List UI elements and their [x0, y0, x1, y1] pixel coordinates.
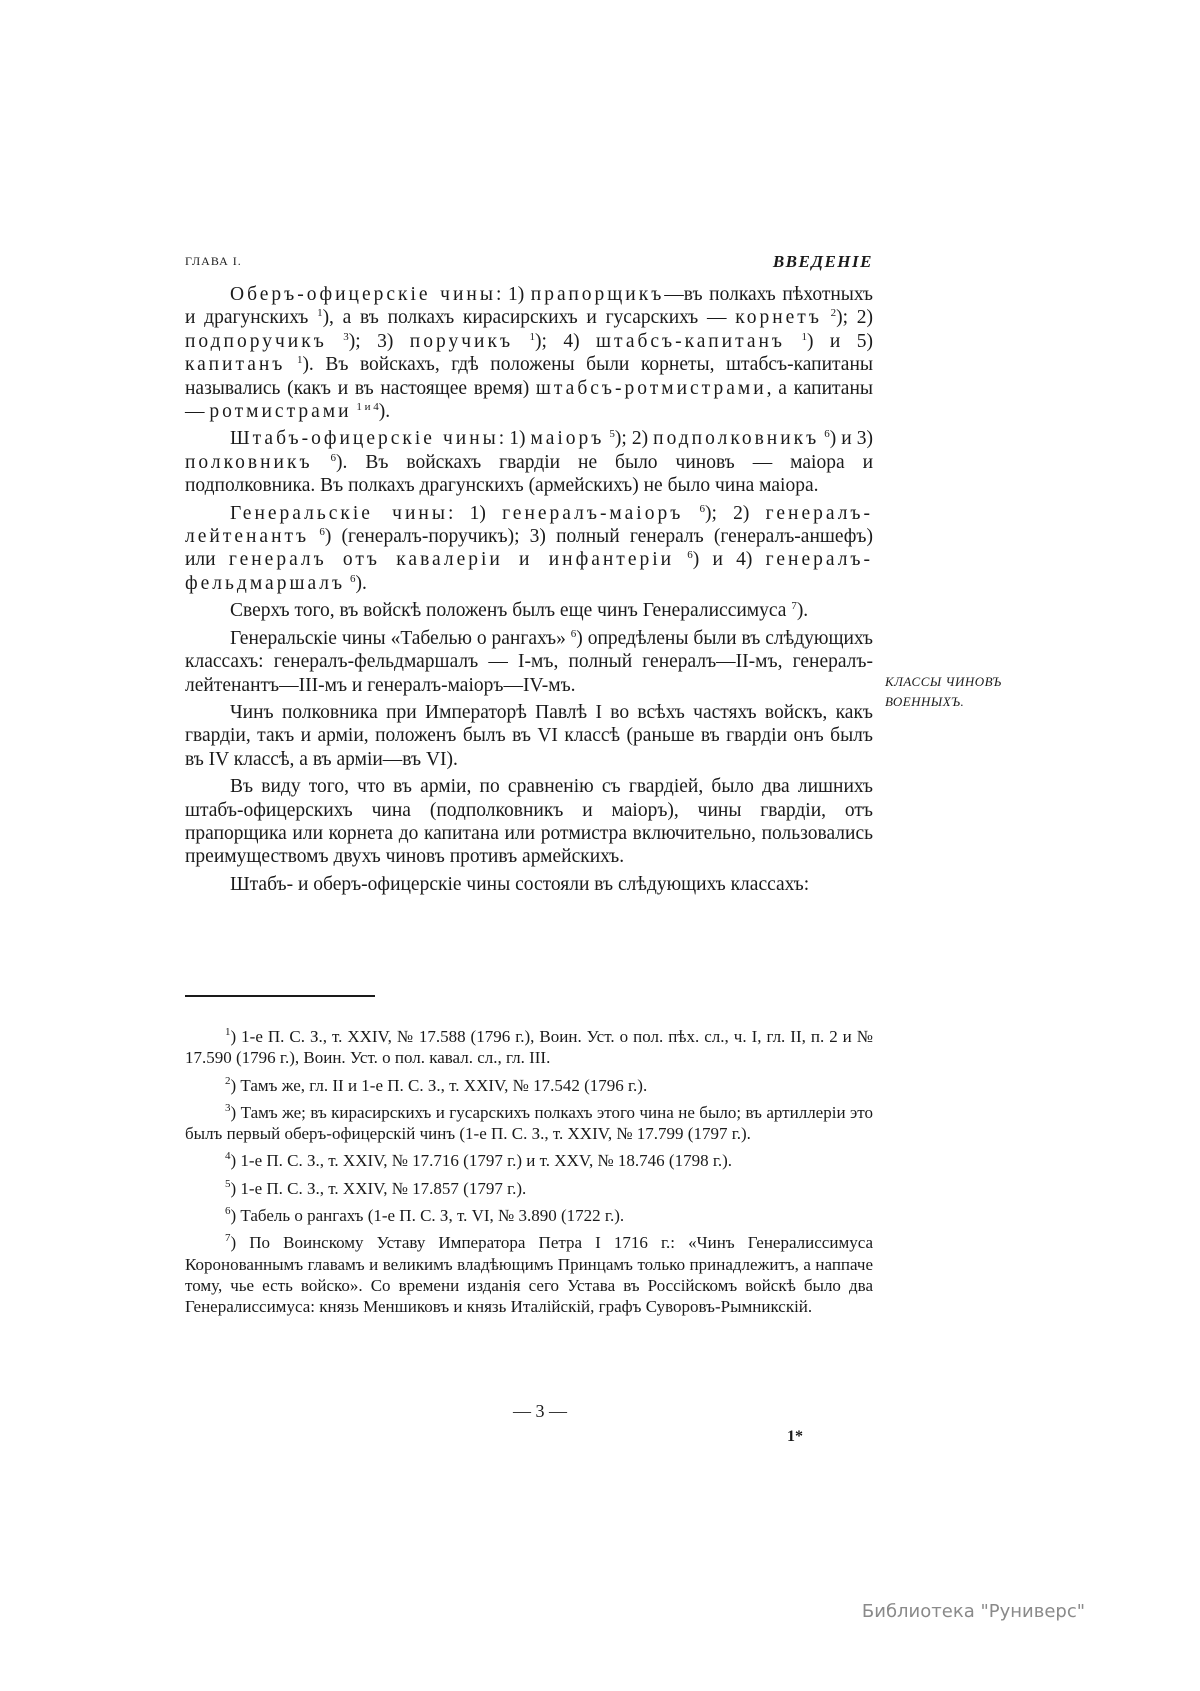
signature-mark: 1*: [787, 1428, 803, 1445]
footnote: $^5$) 1-е П. С. З., т. XXIV, № 17.857 (1797 г.).: [225, 1177, 527, 1198]
footnote: $^2$) Тамъ же, гл. II и 1-е П. С. З., т. XXIV, № 17.542 (1796 г.).: [225, 1074, 648, 1095]
paragraph-staff-officers: Штабъ-офицерскіе чины: 1) маіоръ $^5$); 2) подполковникъ $^6$) и 3) полковникъ $^6$). Въ войскахъ гвардіи не было чиновъ — маіора и подполковника. Въ полкахъ драгунскихъ (армейскихъ) не было чина маіора.: [185, 428, 873, 497]
footnote: $^7$) По Воинскому Уставу Императора Петра I 1716 г.: «Чинъ Генералиссимуса Коронованнымъ главамъ и великимъ владѣющимъ Принцамъ только принадлежитъ, а наппаче тому, чье есть войско». Со времени изданія сего Устава въ Россійскомъ войскѣ было два Генералиссимуса: князь Меншиковъ и князь Италійскій, графъ Суворовъ-Рымникскій.: [185, 1232, 873, 1317]
chapter-label: ГЛАВА I.: [185, 254, 242, 268]
footnote: $^1$) 1-е П. С. З., т. XXIV, № 17.588 (1796 г.), Воин. Уст. о пол. пѣх. сл., ч. I, гл. II, п. 2 и № 17.590 (1796 г.), Воин. Уст. о пол. кавал. сл., гл. III.: [185, 1026, 873, 1068]
footnotes: [185, 1026, 873, 1324]
page-number: — 3 —: [513, 1401, 567, 1421]
paragraph-classes: Штабъ- и оберъ-офицерскіе чины состояли въ слѣдующихъ классахъ:: [230, 873, 810, 895]
footnote: $^3$) Тамъ же; въ кирасирскихъ и гусарскихъ полкахъ этого чина не было; въ артиллеріи это былъ первый оберъ-офицерскій чинъ (1-е П. С. З., т. XXIV, № 17.799 (1797 г.).: [185, 1101, 873, 1144]
library-watermark: Библиотека "Руниверс": [861, 1601, 1085, 1622]
paragraph-table-of-ranks: Генеральскіе чины «Табелью о рангахъ» $^6$) опредѣлены были въ слѣдующихъ классахъ: генералъ-фельдмаршалъ — I-мъ, полный генералъ—II-мъ, генералъ-лейтенантъ—III-мъ и генералъ-маіоръ—IV-мъ.: [185, 627, 873, 696]
paragraph-colonel: Чинъ полковника при Императорѣ Павлѣ I во всѣхъ частяхъ войскъ, какъ гвардіи, такъ и арміи, положенъ былъ въ VI классѣ (раньше въ гвардіи онъ былъ въ IV классѣ, а въ арміи—въ VI).: [185, 701, 873, 770]
paragraph-ober-officers: Оберъ-офицерскіе чины: 1) прапорщикъ—въ полкахъ пѣхотныхъ и драгунскихъ $^1$), а въ полкахъ кирасирскихъ и гусарскихъ — корнетъ $^2$); 2) подпоручикъ $^3$); 3) поручикъ $^1$); 4) штабсъ-капитанъ $^1$) и 5) капитанъ $^1$). Въ войскахъ, гдѣ положены были корнеты, штабсъ-капитаны назывались (какъ и въ настоящее время) штабсъ-ротмистрами, а капитаны — ротмистрами $^{1 и 4}$).: [185, 284, 874, 423]
margin-note: КЛАССЫ ЧИНОВЪ ВОЕННЫХЪ.: [885, 674, 1002, 709]
main-text: [185, 283, 873, 900]
paragraph-guard-privilege: Въ виду того, что въ арміи, по сравненію съ гвардіей, было два лишнихъ штабъ-офицерскихъ чина (подполковникъ и маіоръ), чины гвардіи, отъ прапорщика или корнета до капитана или ротмистра включительно, пользовались преимуществомъ двухъ чиновъ противъ армейскихъ.: [185, 776, 873, 868]
footnote-rule: [185, 995, 375, 997]
paragraph-general-ranks: Генеральскіе чины: 1) генералъ-маіоръ $^6$); 2) генералъ-лейтенантъ $^6$) (генералъ-поручикъ); 3) полный генералъ (генералъ-аншефъ) или генералъ отъ кавалеріи и инфантеріи $^6$) и 4) генералъ-фельдмаршалъ $^6$).: [185, 502, 874, 594]
footnote: $^6$) Табель о рангахъ (1-е П. С. З, т. VI, № 3.890 (1722 г.).: [225, 1205, 625, 1226]
section-title: ВВЕДЕНІЕ: [772, 252, 873, 271]
footnote: $^4$) 1-е П. С. З., т. XXIV, № 17.716 (1797 г.) и т. XXV, № 18.746 (1798 г.).: [225, 1150, 733, 1171]
running-head: [185, 252, 873, 274]
paragraph-generalissimo: Сверхъ того, въ войскѣ положенъ былъ еще чинъ Генералиссимуса $^7$).: [230, 600, 809, 622]
